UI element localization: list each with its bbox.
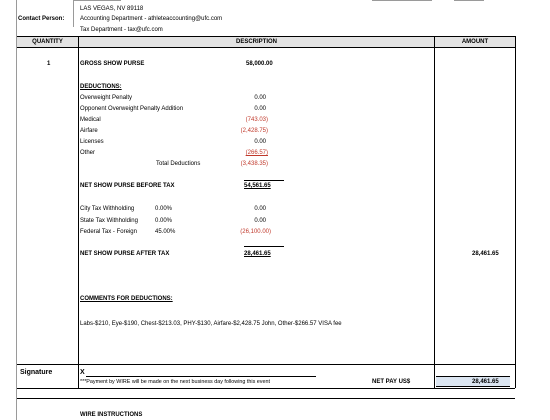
deduction-value: 0.00 [254,106,266,112]
contact-label: Contact Person: [18,16,65,22]
signature-label: Signature [20,369,53,376]
tax-rate: 45.00% [155,229,176,235]
payment-note: ***Payment by WIRE will be made on the next business day following this event [80,379,270,385]
deduction-label: Airfare [80,128,98,134]
header-description: DESCRIPTION [79,37,434,47]
row-quantity: 1 [47,61,51,67]
net-before-tax-value: 54,561.65 [244,183,271,189]
tax-value: (26,100.00) [240,229,271,235]
deduction-value: 0.00 [254,139,266,145]
net-after-tax-value: 28,461.65 [244,251,271,257]
net-pay-box-bottom [436,386,510,387]
net-after-tax-label: NET SHOW PURSE AFTER TAX [80,251,170,257]
signature-top-line [17,364,515,365]
total-deductions-label: Total Deductions [156,161,201,167]
deduction-label: Medical [80,117,101,123]
table-bottom-line [17,388,515,389]
col-divider-1 [78,36,79,388]
net-pay-box-top [436,376,510,377]
tax-value: 0.00 [254,206,266,212]
net-pay-value: 28,461.65 [472,379,499,385]
tax-rate: 0.00% [155,206,173,212]
signature-x: X [80,369,85,376]
deduction-label: Overweight Penalty [80,95,133,101]
deduction-label: Opponent Overweight Penalty Addition [80,106,184,112]
contact-accounting: Accounting Department - athleteaccounting@ufc.com [80,16,223,22]
deduction-value: (2,428.75) [240,128,268,134]
col-divider-2 [434,36,435,388]
wire-top-line [17,398,515,399]
top-edge-right [372,0,432,1]
tax-rate: 0.00% [155,218,173,224]
tax-label: State Tax Withholding [80,218,138,224]
col-divider-3 [515,36,516,388]
header-quantity: QUANTITY [17,37,78,47]
deduction-label: Other [80,150,96,156]
tax-value: 0.00 [254,218,266,224]
deduction-label: Licenses [80,139,104,145]
gross-label: GROSS SHOW PURSE [80,61,145,67]
deduction-value: 0.00 [254,95,266,101]
tax-label: City Tax Withholding [80,206,135,212]
deductions-title: DEDUCTIONS: [80,84,122,90]
rule [244,180,284,181]
deduction-value: (743.03) [245,117,268,123]
total-deductions-value: (3,438.35) [240,161,268,167]
comments-title: COMMENTS FOR DEDUCTIONS: [80,296,173,302]
table-top-line [17,36,515,37]
top-edge-far [454,0,484,1]
comments-text: Labs-$210, Eye-$190, Chest-$213.03, PHY-$130, Airfare-$2,428.75 John, Other-$266.57 VISA fee [80,321,342,327]
tax-label: Federal Tax - Foreign [80,229,137,235]
gross-value: 58,000.00 [246,61,273,67]
net-pay-label: NET PAY US$ [372,379,411,385]
rule [244,246,284,247]
signature-line[interactable] [86,376,316,377]
header-amount: AMOUNT [435,37,515,47]
top-divider [73,0,74,27]
wire-title: WIRE INSTRUCTIONS [80,412,143,418]
header-bottom-line [17,47,515,48]
net-after-tax-amount: 28,461.65 [472,251,499,257]
left-border [16,0,17,420]
address-line: LAS VEGAS, NV 89118 [80,6,144,12]
deduction-value: (266.57) [245,150,268,156]
top-edge [73,0,121,1]
contact-tax: Tax Department - tax@ufc.com [80,27,163,33]
net-before-tax-label: NET SHOW PURSE BEFORE TAX [80,183,175,189]
